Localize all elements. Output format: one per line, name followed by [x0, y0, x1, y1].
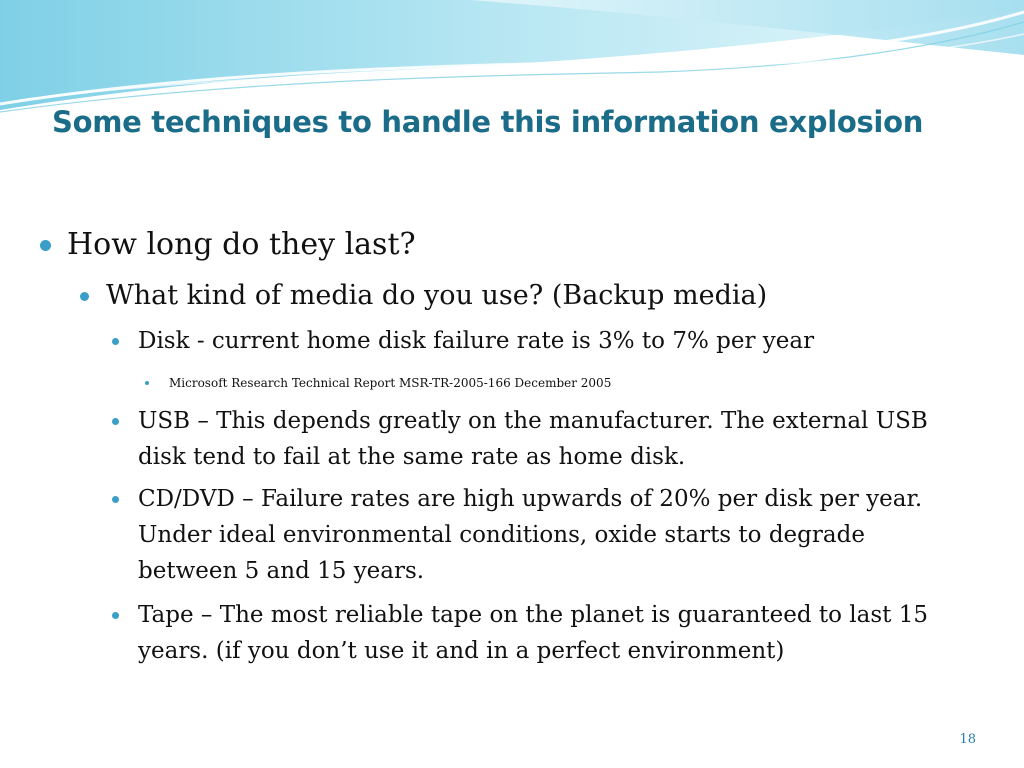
- bullet-dot-icon: [80, 292, 89, 301]
- bullet-text: What kind of media do you use? (Backup media): [106, 280, 768, 311]
- bullet-text: CD/DVD – Failure rates are high upwards of 20% per disk per year. Under ideal environmental conditions, oxide starts to degrade between 5 and 15 years.: [138, 486, 923, 584]
- bullet-level3-tape: [112, 597, 972, 669]
- bullet-text: USB – This depends greatly on the manufacturer. The external USB disk tend to fail at the same rate as home disk.: [138, 408, 928, 470]
- bullet-text: Tape – The most reliable tape on the planet is guaranteed to last 15 years. (if you don’t use it and in a perfect environment): [138, 602, 928, 664]
- page-number: 18: [959, 732, 976, 747]
- bullet-level3-disk: [112, 323, 972, 359]
- bullet-dot-icon: [112, 612, 119, 619]
- bullet-level3-usb: [112, 403, 972, 475]
- slide-title: Some techniques to handle this information explosion: [52, 105, 924, 139]
- bullet-dot-icon: [112, 496, 119, 503]
- bullet-level1-lifespan: [40, 226, 416, 264]
- bullet-dot-icon: [40, 240, 51, 251]
- bullet-level2-media: [80, 279, 767, 313]
- bullet-dot-icon: [145, 381, 149, 385]
- bullet-text: How long do they last?: [67, 227, 416, 262]
- bullet-text: Microsoft Research Technical Report MSR-TR-2005-166 December 2005: [169, 376, 612, 390]
- bullet-level3-cddvd: [112, 481, 972, 589]
- bullet-level4-reference: [145, 374, 611, 392]
- bullet-dot-icon: [112, 418, 119, 425]
- bullet-dot-icon: [112, 338, 119, 345]
- bullet-text: Disk - current home disk failure rate is 3% to 7% per year: [138, 328, 815, 354]
